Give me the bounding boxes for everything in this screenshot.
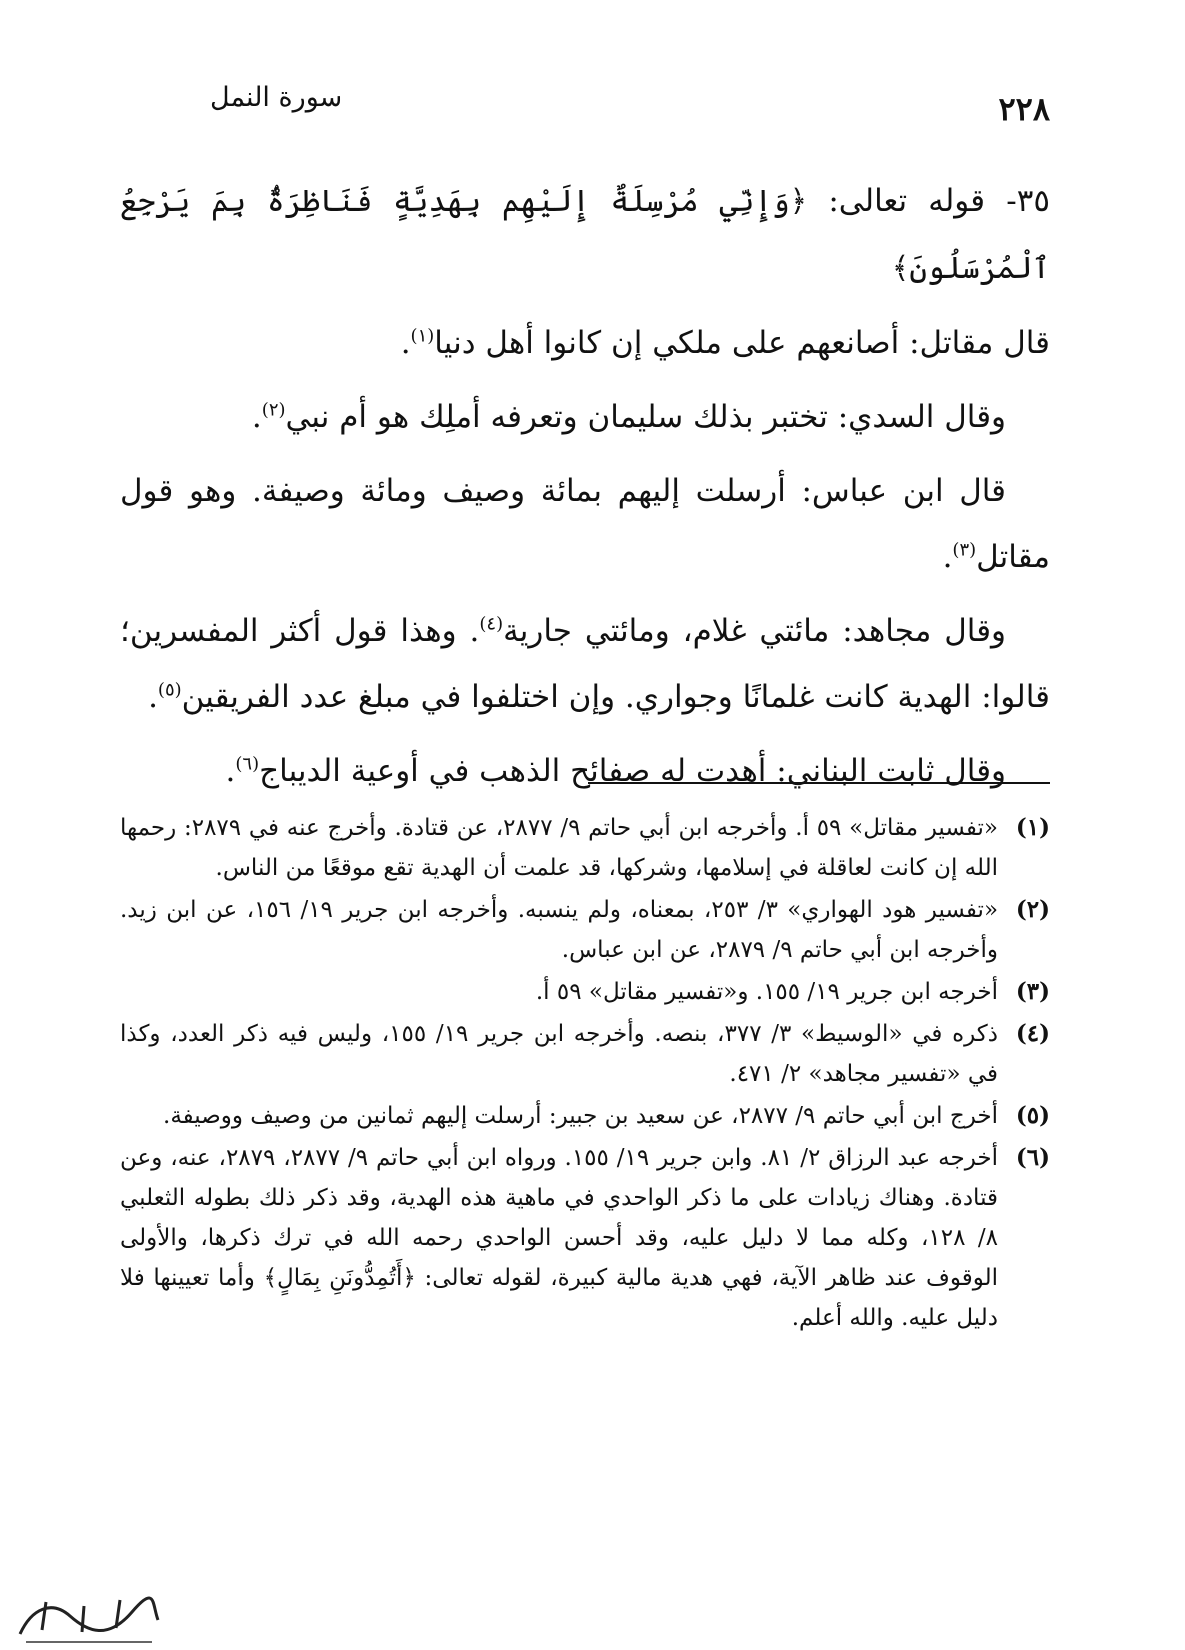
footnote-ref: (٢) — [261, 399, 286, 421]
paragraph-text: وقال ثابت البناني: أهدت له صفائح الذهب في أوعية الديباج — [259, 753, 1006, 789]
footnote-ref: (٦) — [235, 753, 260, 775]
paragraph-mujahid — [120, 598, 1050, 730]
paragraph-text: . وهذا قول أكثر المفسرين؛ قالوا: الهدية كانت غلمانًا وجواري. وإن اختلفوا في مبلغ عدد الفريقين — [120, 613, 1050, 715]
footnote-text: أخرجه ابن جرير ١٩/ ١٥٥. و«تفسير مقاتل» ٥٩ أ. — [535, 979, 998, 1005]
quran-verse: ﴿وَإِنِّي مُرْسِلَةٌ إِلَيْهِم بِهَدِيَّةٍ فَنَاظِرَةٌۢ بِمَ يَرْجِعُ ٱلْمُرْسَلُونَ﴾ — [120, 184, 1050, 286]
footnote-number: (٦) — [1015, 1144, 1050, 1171]
verse-paragraph — [120, 168, 1050, 302]
period: . — [225, 753, 236, 789]
paragraph-text: وقال مجاهد: مائتي غلام، ومائتي جارية — [503, 613, 1006, 649]
paragraph-suddi — [120, 384, 1050, 450]
footnote — [120, 808, 1050, 888]
footnote-separator — [588, 782, 1050, 784]
watermark-logo — [12, 1590, 162, 1648]
footnote — [120, 1096, 1050, 1136]
footnote-text: «تفسير هود الهواري» ٣/ ٢٥٣، بمعناه، ولم ينسبه. وأخرجه ابن جرير ١٩/ ١٥٦، عن ابن زيد. وأخرجه ابن أبي حاتم ٩/ ٢٨٧٩، عن ابن عباس. — [120, 897, 999, 963]
running-title: سورة النمل — [210, 82, 343, 113]
footnote-number: (٣) — [1015, 978, 1050, 1005]
page-header — [120, 72, 1050, 132]
footnote-ref: (٣) — [952, 539, 977, 561]
footnote-text: «تفسير مقاتل» ٥٩ أ. وأخرجه ابن أبي حاتم ٩/ ٢٨٧٧، عن قتادة. وأخرج عنه في ٢٨٧٩: رحمها الله إن كانت لعاقلة في إسلامها، وشركها، قد علمت أن الهدية تقع موقعًا من الناس. — [120, 815, 999, 881]
verse-intro: ٣٥- قوله تعالى: — [807, 183, 1050, 219]
paragraph-text: وقال السدي: تختبر بذلك سليمان وتعرفه أملِك هو أم نبي — [285, 399, 1006, 435]
footnote-ref: (١) — [410, 325, 435, 347]
period: . — [942, 539, 953, 575]
footnote-text: أخرجه عبد الرزاق ٢/ ٨١. وابن جرير ١٩/ ١٥٥. ورواه ابن أبي حاتم ٩/ ٢٨٧٧، ٢٨٧٩، عنه، وعن قتادة. وهناك زيادات على ما ذكر الواحدي في ماهية هذه الهدية، وقد ذكر ذلك بطوله الثعلبي ٨/ ١٢٨، وكله مما لا دليل عليه، وقد أحسن الواحدي رحمه الله في ترك ذكرها، والأولى الوقوف عند ظاهر الآية، فهي هدية مالية كبيرة، لقوله تعالى: ﴿أَتُمِدُّونَنِ بِمَالٍ﴾ وأما تعيينها فلا دليل عليه. والله أعلم. — [120, 1145, 998, 1331]
paragraph-text: قال مقاتل: أصانعهم على ملكي إن كانوا أهل دنيا — [434, 325, 1050, 361]
paragraph-muqatil — [120, 310, 1050, 376]
paragraph-thabit — [120, 738, 1050, 804]
period: . — [251, 399, 262, 435]
footnote — [120, 972, 1050, 1012]
footnote — [120, 890, 1050, 970]
footnotes — [120, 808, 1050, 1340]
paragraph-text: قال ابن عباس: أرسلت إليهم بمائة وصيف ومائة وصيفة. وهو قول مقاتل — [120, 473, 1050, 575]
footnote — [120, 1138, 1050, 1338]
footnote-text: ذكره في «الوسيط» ٣/ ٣٧٧، بنصه. وأخرجه ابن جرير ١٩/ ١٥٥، وليس فيه ذكر العدد، وكذا في «تفسير مجاهد» ٢/ ٤٧١. — [120, 1021, 999, 1087]
footnote-text: أخرج ابن أبي حاتم ٩/ ٢٨٧٧، عن سعيد بن جبير: أرسلت إليهم ثمانين من وصيف ووصيفة. — [163, 1103, 998, 1129]
footnote-number: (٥) — [1015, 1102, 1050, 1129]
period: . — [400, 325, 411, 361]
period: . — [148, 679, 158, 715]
footnote-number: (١) — [1015, 814, 1050, 841]
footnote-ref: (٤) — [479, 613, 504, 635]
footnote-number: (٢) — [1015, 896, 1050, 923]
footnote — [120, 1014, 1050, 1094]
main-text — [120, 168, 1050, 812]
footnote-number: (٤) — [1015, 1020, 1050, 1047]
paragraph-ibn-abbas — [120, 458, 1050, 590]
footnote-ref: (٥) — [157, 679, 182, 701]
page-number: ٢٢٨ — [998, 90, 1050, 128]
